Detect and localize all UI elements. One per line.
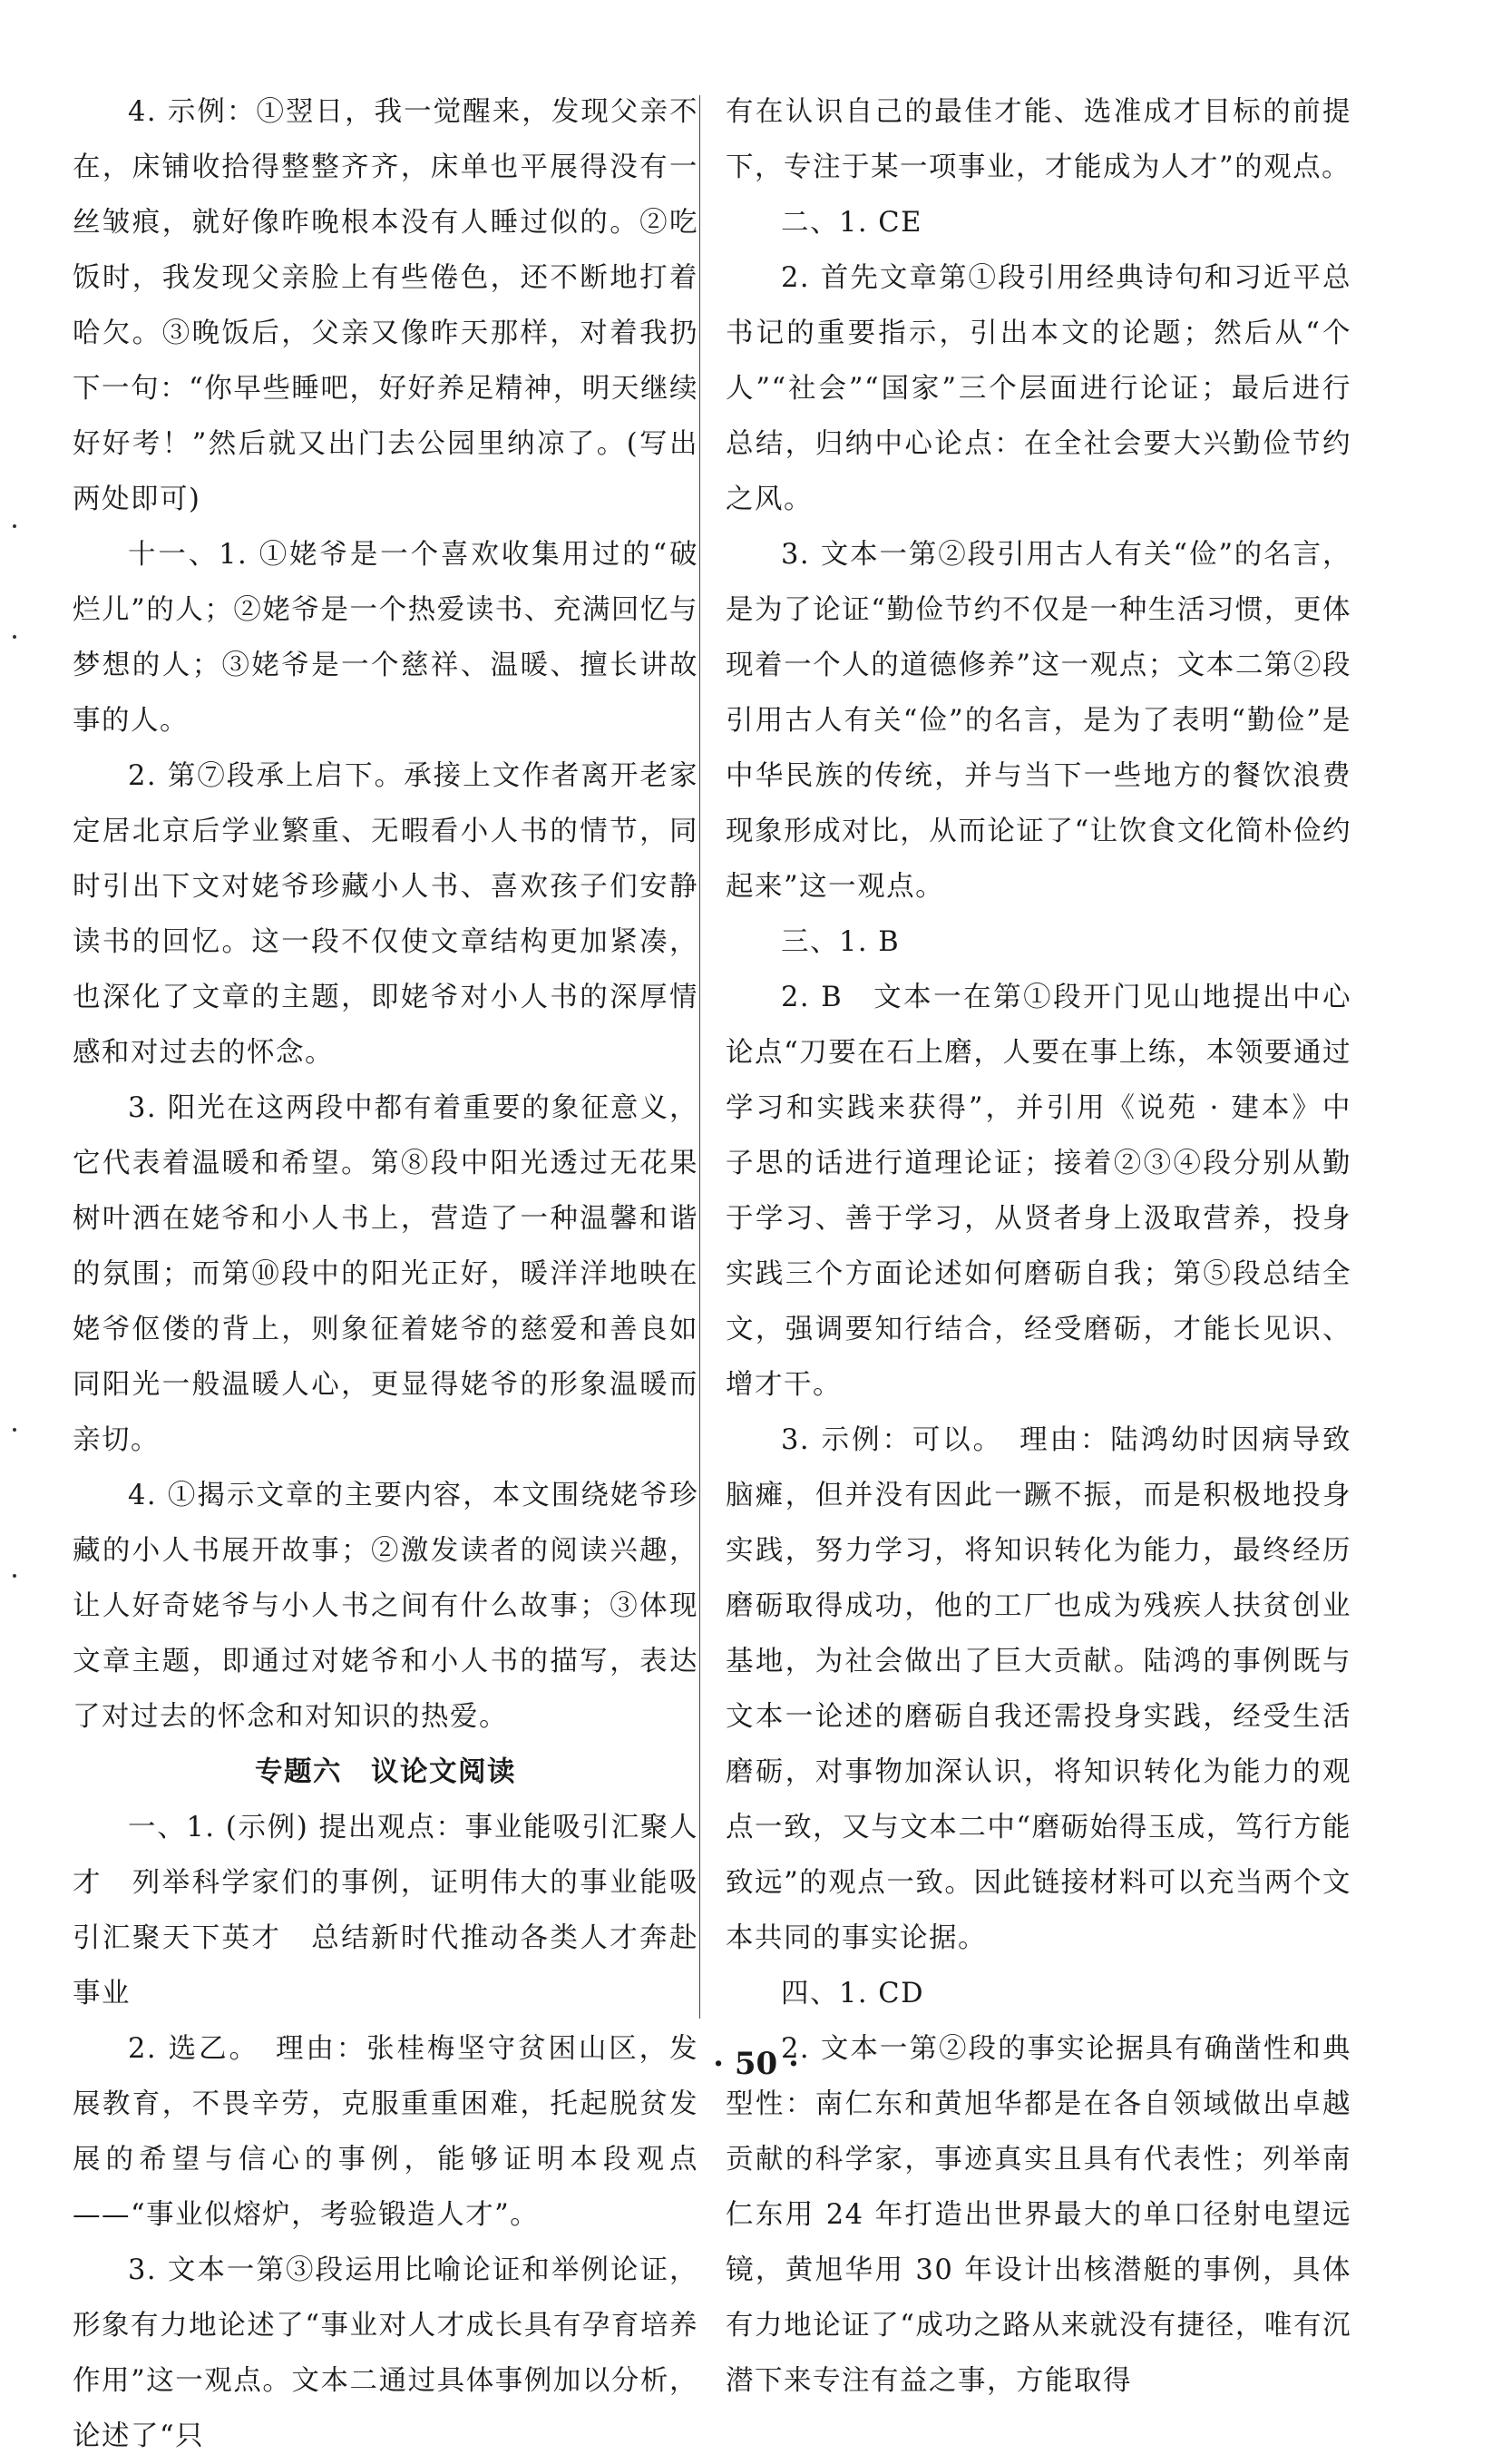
answer-paragraph: 二、1. CE <box>781 207 922 239</box>
answer-paragraph: 十一、1. ①姥爷是一个喜欢收集用过的“破烂儿”的人；②姥爷是一个热爱读书、充满回忆与梦想的人；③姥爷是一个慈祥、温暖、擅长讲故事的人。 <box>73 539 698 737</box>
margin-dot <box>13 524 16 528</box>
answer-paragraph: 2. 选乙。 理由：张桂梅坚守贫困山区，发展教育，不畏辛劳，克服重重困难，托起脱贫发展的希望与信心的事例，能够证明本段观点——“事业似熔炉，考验锻造人才”。 <box>73 2033 698 2231</box>
answer-paragraph: 2. 文本一第②段的事实论据具有确凿性和典型性：南仁东和黄旭华都是在各自领域做出卓越贡献的科学家，事迹真实且具有代表性；列举南仁东用 24 年打造出世界最大的单口径射电望远镜，黄旭华用 30 年设计出核潜艇的事例，具体有力地论证了“成功之路从来就没有捷径，唯有沉潜下来专注有益之事，方能取得 <box>726 2033 1351 2397</box>
answer-paragraph: 4. ①揭示文章的主要内容，本文围绕姥爷珍藏的小人书展开故事；②激发读者的阅读兴趣，让人好奇姥爷与小人书之间有什么故事；③体现文章主题，即通过对姥爷和小人书的描写，表达了对过去的怀念和对知识的热爱。 <box>73 1480 698 1733</box>
answer-paragraph: 一、1. (示例) 提出观点：事业能吸引汇聚人才 列举科学家们的事例，证明伟大的事业能吸引汇聚天下英才 总结新时代推动各类人才奔赴事业 <box>73 1812 698 2009</box>
answer-paragraph: 2. 第⑦段承上启下。承接上文作者离开老家定居北京后学业繁重、无暇看小人书的情节，同时引出下文对姥爷珍藏小人书、喜欢孩子们安静读书的回忆。这一段不仅使文章结构更加紧凑，也深化了文章的主题，即姥爷对小人书的深厚情感和对过去的怀念。 <box>73 760 698 1069</box>
answer-paragraph: 3. 阳光在这两段中都有着重要的象征意义，它代表着温暖和希望。第⑧段中阳光透过无花果树叶洒在姥爷和小人书上，营造了一种温馨和谐的氛围；而第⑩段中的阳光正好，暖洋洋地映在姥爷伛偻的背上，则象征着姥爷的慈爱和善良如同阳光一般温暖人心，更显得姥爷的形象温暖而亲切。 <box>73 1092 698 1456</box>
column-divider <box>699 95 700 2019</box>
left-column <box>73 84 698 2464</box>
page-number: · 50 · <box>713 2046 799 2082</box>
margin-dot <box>13 1428 16 1432</box>
answer-paragraph: 三、1. B <box>781 926 901 958</box>
answer-paragraph: 3. 文本一第②段引用古人有关“俭”的名言，是为了论证“勤俭节约不仅是一种生活习惯，更体现着一个人的道德修养”这一观点；文本二第②段引用古人有关“俭”的名言，是为了表明“勤俭”是中华民族的传统，并与当下一些地方的餐饮浪费现象形成对比，从而论证了“让饮食文化简朴俭约起来”这一观点。 <box>726 539 1351 903</box>
answer-paragraph: 3. 文本一第③段运用比喻论证和举例论证，形象有力地论述了“事业对人才成长具有孕育培养作用”这一观点。文本二通过具体事例加以分析，论述了“只 <box>73 2254 698 2452</box>
answer-paragraph: 2. B 文本一在第①段开门见山地提出中心论点“刀要在石上磨，人要在事上练，本领要通过学习和实践来获得”，并引用《说苑 · 建本》中子思的话进行道理论证；接着②③④段分别从勤于学习、善于学习，从贤者身上汲取营养，投身实践三个方面论述如何磨砺自我；第⑤段总结全文，强调要知行结合，经受磨砺，才能长见识、增才干。 <box>726 982 1351 1401</box>
section-heading: 专题六 议论文阅读 <box>255 1755 516 1788</box>
answer-paragraph: 2. 首先文章第①段引用经典诗句和习近平总书记的重要指示，引出本文的论题；然后从“个人”“社会”“国家”三个层面进行论证；最后进行总结，归纳中心论点：在全社会要大兴勤俭节约之风。 <box>726 262 1351 515</box>
margin-dot <box>13 635 16 639</box>
margin-dot <box>13 1574 16 1578</box>
answer-paragraph: 四、1. CD <box>781 1978 925 2009</box>
answer-paragraph: 4. 示例：①翌日，我一觉醒来，发现父亲不在，床铺收拾得整整齐齐，床单也平展得没有一丝皱痕，就好像昨晚根本没有人睡过似的。②吃饭时，我发现父亲脸上有些倦色，还不断地打着哈欠。③晚饭后，父亲又像昨天那样，对着我扔下一句：“你早些睡吧，好好养足精神，明天继续好好考！”然后就又出门去公园里纳凉了。(写出两处即可) <box>73 96 698 515</box>
answer-paragraph-continued: 有在认识自己的最佳才能、选准成才目标的前提下，专注于某一项事业，才能成为人才”的观点。 <box>726 96 1351 183</box>
answer-paragraph: 3. 示例：可以。 理由：陆鸿幼时因病导致脑瘫，但并没有因此一蹶不振，而是积极地投身实践，努力学习，将知识转化为能力，最终经历磨砺取得成功，他的工厂也成为残疾人扶贫创业基地，为社会做出了巨大贡献。陆鸿的事例既与文本一论述的磨砺自我还需投身实践，经受生活磨砺，对事物加深认识，将知识转化为能力的观点一致，又与文本二中“磨砺始得玉成，笃行方能致远”的观点一致。因此链接材料可以充当两个文本共同的事实论据。 <box>726 1424 1351 1954</box>
